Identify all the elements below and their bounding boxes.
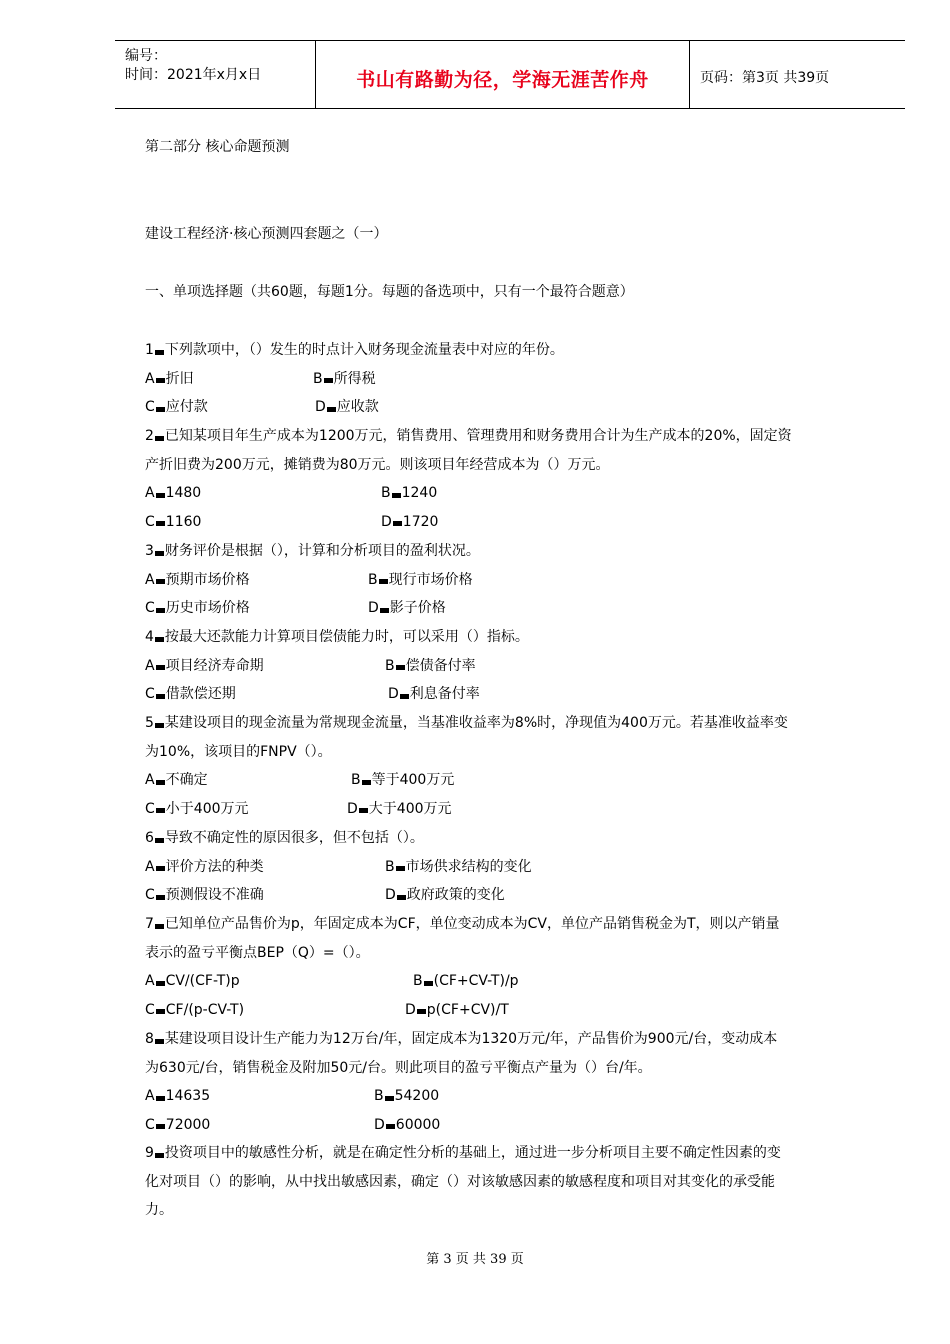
option-text: 大于400万元: [368, 800, 452, 817]
option-c: [145, 1000, 244, 1020]
option-d: [315, 397, 379, 417]
bullet-mark: [417, 1009, 426, 1014]
bullet-mark: [155, 551, 164, 556]
question-7-text: [145, 914, 780, 934]
section-title: 第二部分 核心命题预测: [145, 139, 290, 155]
option-letter: C: [145, 513, 155, 530]
option-letter: A: [145, 370, 155, 387]
option-letter: D: [315, 399, 326, 416]
option-text: 偿债备付率: [405, 657, 476, 674]
option-b: [374, 1086, 439, 1106]
bullet-mark: [396, 866, 405, 871]
option-c: [145, 799, 249, 819]
bullet-mark: [155, 436, 164, 441]
option-letter: C: [145, 1116, 155, 1133]
bullet-mark: [327, 407, 336, 412]
option-text: 等于400万元: [371, 772, 455, 789]
question-number: 1: [145, 342, 154, 358]
question-2-text: [145, 455, 610, 475]
option-letter: B: [385, 858, 395, 875]
option-c: [145, 512, 201, 532]
bullet-mark: [156, 521, 165, 526]
option-text: 现行市场价格: [388, 571, 473, 588]
option-d: [374, 1115, 440, 1135]
option-c: [145, 1115, 210, 1135]
question-stem: 某建设项目的现金流量为常规现金流量，当基准收益率为8%时，净现值为400万元。若基准收益率变: [164, 715, 788, 731]
bullet-mark: [380, 608, 389, 613]
motto-text: 书山有路勤为径，学海无涯苦作舟: [356, 69, 649, 91]
question-stem: 表示的盈亏平衡点BEP（Q）=（）。: [145, 944, 370, 961]
bullet-mark: [155, 924, 164, 929]
question-stem: 化对项目（）的影响，从中找出敏感因素，确定（）对该敏感因素的敏感程度和项目对其变化的承受能: [145, 1173, 775, 1190]
bullet-mark: [156, 665, 165, 670]
option-a: [145, 1086, 210, 1106]
option-text: p(CF+CV)/T: [426, 1001, 509, 1018]
bullet-mark: [424, 981, 433, 986]
option-text: 1720: [402, 513, 439, 530]
bullet-mark: [156, 866, 165, 871]
option-letter: C: [145, 1001, 155, 1018]
option-text: 小于400万元: [165, 800, 249, 817]
bullet-mark: [156, 981, 165, 986]
option-text: 1240: [401, 485, 438, 502]
question-stem: 导致不确定性的原因很多，但不包括（）。: [164, 830, 424, 846]
option-letter: A: [145, 858, 155, 875]
option-c: [145, 598, 250, 618]
question-7-text: [145, 943, 370, 963]
header-right-cell: [690, 41, 905, 108]
bullet-mark: [155, 723, 164, 728]
question-number: 2: [145, 428, 154, 444]
question-8-text: [145, 1058, 652, 1078]
bullet-mark: [379, 579, 388, 584]
question-number: 3: [145, 543, 154, 559]
question-stem: 为630元/台，销售税金及附加50元/台。则此项目的盈亏平衡点产量为（）台/年。: [145, 1059, 652, 1076]
option-letter: D: [347, 800, 358, 817]
option-d: [381, 512, 438, 532]
bullet-mark: [156, 895, 165, 900]
option-c: [145, 684, 236, 704]
bullet-mark: [386, 1124, 395, 1129]
bullet-mark: [392, 493, 401, 498]
option-letter: D: [374, 1116, 385, 1133]
option-letter: D: [405, 1001, 416, 1018]
option-d: [388, 684, 480, 704]
option-letter: C: [145, 600, 155, 617]
option-c: [145, 885, 264, 905]
bullet-mark: [385, 1096, 394, 1101]
option-d: [405, 1000, 509, 1020]
bullet-mark: [156, 1124, 165, 1129]
bullet-mark: [155, 350, 164, 355]
option-letter: B: [351, 772, 361, 789]
option-b: [351, 770, 454, 790]
bullet-mark: [324, 378, 333, 383]
option-text: 所得税: [333, 370, 376, 387]
option-text: 项目经济寿命期: [165, 657, 264, 674]
exam-title: 建设工程经济·核心预测四套题之（一）: [145, 226, 388, 242]
option-b: [368, 570, 473, 590]
question-stem: 已知单位产品售价为p，年固定成本为CF，单位变动成本为CV，单位产品销售税金为T，则以产销量: [164, 916, 780, 932]
option-d: [385, 885, 505, 905]
question-3-text: [145, 541, 480, 561]
question-stem: 财务评价是根据（），计算和分析项目的盈利状况。: [164, 543, 480, 559]
bullet-mark: [156, 1009, 165, 1014]
bullet-mark: [156, 780, 165, 785]
option-a: [145, 570, 250, 590]
option-letter: B: [368, 571, 378, 588]
question-stem: 投资项目中的敏感性分析，就是在确定性分析的基础上，通过进一步分析项目主要不确定性因素的变: [164, 1145, 781, 1161]
option-letter: A: [145, 1088, 155, 1105]
option-letter: A: [145, 485, 155, 502]
option-text: 借款偿还期: [165, 686, 236, 703]
option-letter: D: [368, 600, 379, 617]
bullet-mark: [396, 665, 405, 670]
option-letter: C: [145, 399, 155, 416]
question-number: 9: [145, 1145, 154, 1161]
option-text: 历史市场价格: [165, 600, 250, 617]
option-a: [145, 369, 194, 389]
option-d: [368, 598, 446, 618]
bullet-mark: [400, 694, 409, 699]
page-info: 页码：第3页 共39页: [700, 70, 830, 86]
question-number: 7: [145, 916, 154, 932]
option-text: CV/(CF-T)p: [165, 973, 240, 990]
question-stem: 力。: [145, 1202, 173, 1219]
option-text: (CF+CV-T)/p: [433, 973, 519, 990]
question-9-text: [145, 1143, 781, 1163]
option-text: 应付款: [165, 399, 208, 416]
question-2-text: [145, 426, 792, 446]
question-number: 5: [145, 715, 154, 731]
option-a: [145, 770, 208, 790]
question-1-text: [145, 340, 564, 360]
option-b: [313, 369, 376, 389]
bullet-mark: [155, 637, 164, 642]
question-6-text: [145, 828, 424, 848]
question-9-text: [145, 1200, 173, 1220]
question-stem: 已知某项目年生产成本为1200万元，销售费用、管理费用和财务费用合计为生产成本的20%，固定资: [164, 428, 792, 444]
question-5-text: [145, 742, 332, 762]
option-text: 评价方法的种类: [165, 858, 264, 875]
option-letter: C: [145, 887, 155, 904]
page-header: [115, 40, 905, 109]
page-footer: 第 3 页 共 39 页: [426, 1252, 524, 1267]
option-letter: B: [374, 1088, 384, 1105]
option-text: CF/(p-CV-T): [165, 1001, 245, 1018]
header-motto-cell: [316, 41, 690, 108]
option-text: 54200: [394, 1088, 440, 1105]
time-label: 时间：2021年x月x日: [125, 67, 262, 83]
option-text: 60000: [395, 1116, 441, 1133]
option-c: [145, 397, 208, 417]
option-a: [145, 483, 201, 503]
question-stem: 按最大还款能力计算项目偿债能力时，可以采用（）指标。: [164, 629, 529, 645]
option-letter: C: [145, 686, 155, 703]
bullet-mark: [362, 780, 371, 785]
option-d: [347, 799, 452, 819]
option-letter: B: [313, 370, 323, 387]
option-text: 影子价格: [389, 600, 446, 617]
question-stem: 为10%，该项目的FNPV（）。: [145, 743, 332, 760]
option-letter: A: [145, 571, 155, 588]
option-a: [145, 857, 264, 877]
question-number: 6: [145, 830, 154, 846]
option-b: [385, 857, 532, 877]
bullet-mark: [359, 808, 368, 813]
bullet-mark: [156, 407, 165, 412]
question-number: 8: [145, 1031, 154, 1047]
option-text: 预期市场价格: [165, 571, 250, 588]
option-letter: D: [388, 686, 399, 703]
option-text: 1480: [165, 485, 202, 502]
option-text: 市场供求结构的变化: [405, 858, 532, 875]
option-text: 应收款: [336, 399, 379, 416]
question-stem: 某建设项目设计生产能力为12万台/年，固定成本为1320万元/年，产品售价为900元/台，变动成本: [164, 1031, 778, 1047]
bullet-mark: [156, 694, 165, 699]
part-title: 一、单项选择题（共60题，每题1分。每题的备选项中，只有一个最符合题意）: [145, 284, 634, 300]
header-left-cell: [115, 41, 316, 108]
number-label: 编号：: [125, 48, 167, 64]
bullet-mark: [156, 608, 165, 613]
option-letter: A: [145, 657, 155, 674]
option-letter: B: [385, 657, 395, 674]
option-text: 14635: [165, 1088, 211, 1105]
bullet-mark: [155, 1153, 164, 1158]
option-letter: B: [381, 485, 391, 502]
option-text: 预测假设不准确: [165, 887, 264, 904]
question-stem: 下列款项中，（）发生的时点计入财务现金流量表中对应的年份。: [164, 342, 564, 358]
bullet-mark: [393, 521, 402, 526]
bullet-mark: [156, 1096, 165, 1101]
option-letter: D: [385, 887, 396, 904]
option-text: 利息备付率: [409, 686, 480, 703]
question-stem: 产折旧费为200万元，摊销费为80万元。则该项目年经营成本为（）万元。: [145, 456, 610, 473]
question-number: 4: [145, 629, 154, 645]
bullet-mark: [156, 378, 165, 383]
option-b: [385, 656, 476, 676]
option-letter: B: [413, 973, 423, 990]
option-a: [145, 656, 264, 676]
option-text: 不确定: [165, 772, 208, 789]
question-8-text: [145, 1029, 777, 1049]
option-letter: A: [145, 772, 155, 789]
question-9-text: [145, 1172, 775, 1192]
bullet-mark: [156, 808, 165, 813]
option-text: 72000: [165, 1116, 211, 1133]
bullet-mark: [397, 895, 406, 900]
option-b: [413, 971, 519, 991]
option-a: [145, 971, 240, 991]
option-letter: D: [381, 513, 392, 530]
option-b: [381, 483, 437, 503]
option-letter: A: [145, 973, 155, 990]
option-letter: C: [145, 800, 155, 817]
question-4-text: [145, 627, 529, 647]
option-text: 1160: [165, 513, 202, 530]
bullet-mark: [155, 1039, 164, 1044]
bullet-mark: [156, 493, 165, 498]
question-5-text: [145, 713, 788, 733]
bullet-mark: [156, 579, 165, 584]
bullet-mark: [155, 838, 164, 843]
option-text: 折旧: [165, 370, 194, 387]
option-text: 政府政策的变化: [406, 887, 505, 904]
